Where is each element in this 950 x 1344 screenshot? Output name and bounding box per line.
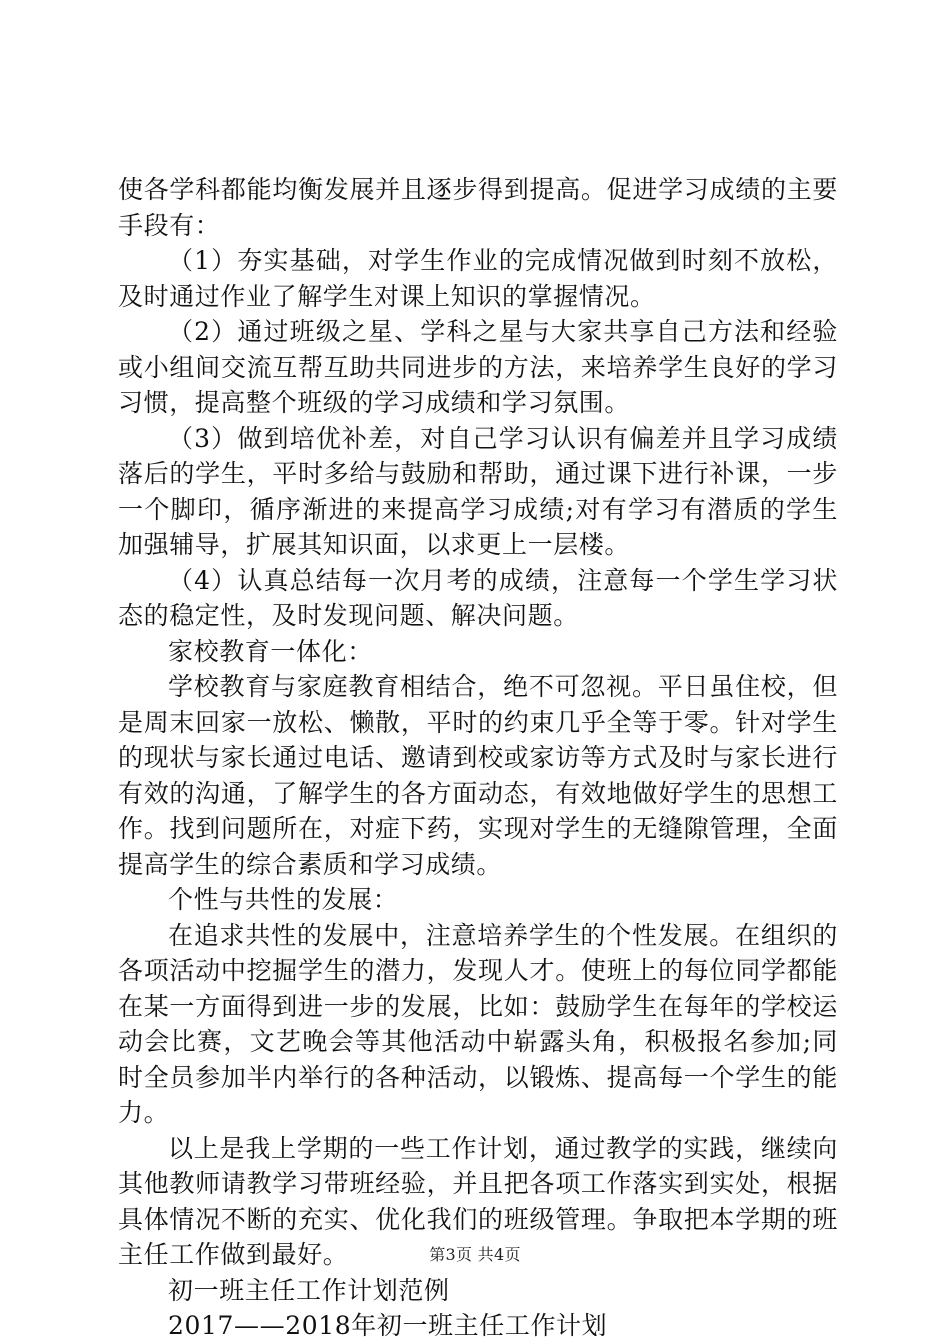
paragraph-item-4: （4）认真总结每一次月考的成绩，注意每一个学生学习状态的稳定性，及时发现问题、解决问题。	[118, 565, 838, 630]
section-heading-home-school: 家校教育一体化：	[168, 636, 373, 666]
section-heading-individuality: 个性与共性的发展：	[168, 885, 399, 914]
document-body	[118, 172, 838, 1344]
document-title-year-plan: 2017——2018年初一班主任工作计划	[168, 1311, 608, 1340]
page-number-footer: 第3页 共4页	[429, 1245, 521, 1264]
document-title-example: 初一班主任工作计划范例	[168, 1275, 450, 1305]
paragraph-item-1: （1）夯实基础，对学生作业的完成情况做到时刻不放松，及时通过作业了解学生对课上知识的掌握情况。	[118, 246, 838, 311]
paragraph-individuality: 在追求共性的发展中，注意培养学生的个性发展。在组织的各项活动中挖掘学生的潜力，发现人才。使班上的每位同学都能在某一方面得到进一步的发展，比如：鼓励学生在每年的学校运动会比赛，文艺晚会等其他活动中崭露头角，积极报名参加;同时全员参加半内举行的各种活动，以锻炼、提高每一个学生的能力。	[118, 920, 838, 1127]
paragraph-home-school: 学校教育与家庭教育相结合，绝不可忽视。平日虽住校，但是周末回家一放松、懒散，平时的约束几乎全等于零。针对学生的现状与家长通过电话、邀请到校或家访等方式及时与家长进行有效的沟通，了解学生的各方面动态，有效地做好学生的思想工作。找到问题所在，对症下药，实现对学生的无缝隙管理，全面提高学生的综合素质和学习成绩。	[118, 672, 838, 879]
paragraph-item-3: （3）做到培优补差，对自己学习认识有偏差并且学习成绩落后的学生，平时多给与鼓励和帮助，通过课下进行补课，一步一个脚印，循序渐进的来提高学习成绩;对有学习有潜质的学生加强辅导，扩展其知识面，以求更上一层楼。	[118, 423, 838, 559]
paragraph-continuation: 使各学科都能均衡发展并且逐步得到提高。促进学习成绩的主要手段有：	[118, 175, 838, 240]
paragraph-conclusion: 以上是我上学期的一些工作计划，通过教学的实践，继续向其他教师请教学习带班经验，并且把各项工作落实到实处，根据具体情况不断的充实、优化我们的班级管理。争取把本学期的班主任工作做到最好。	[118, 1133, 838, 1269]
paragraph-item-2: （2）通过班级之星、学科之星与大家共享自己方法和经验或小组间交流互帮互助共同进步的方法，来培养学生良好的学习习惯，提高整个班级的学习成绩和学习氛围。	[118, 317, 838, 417]
